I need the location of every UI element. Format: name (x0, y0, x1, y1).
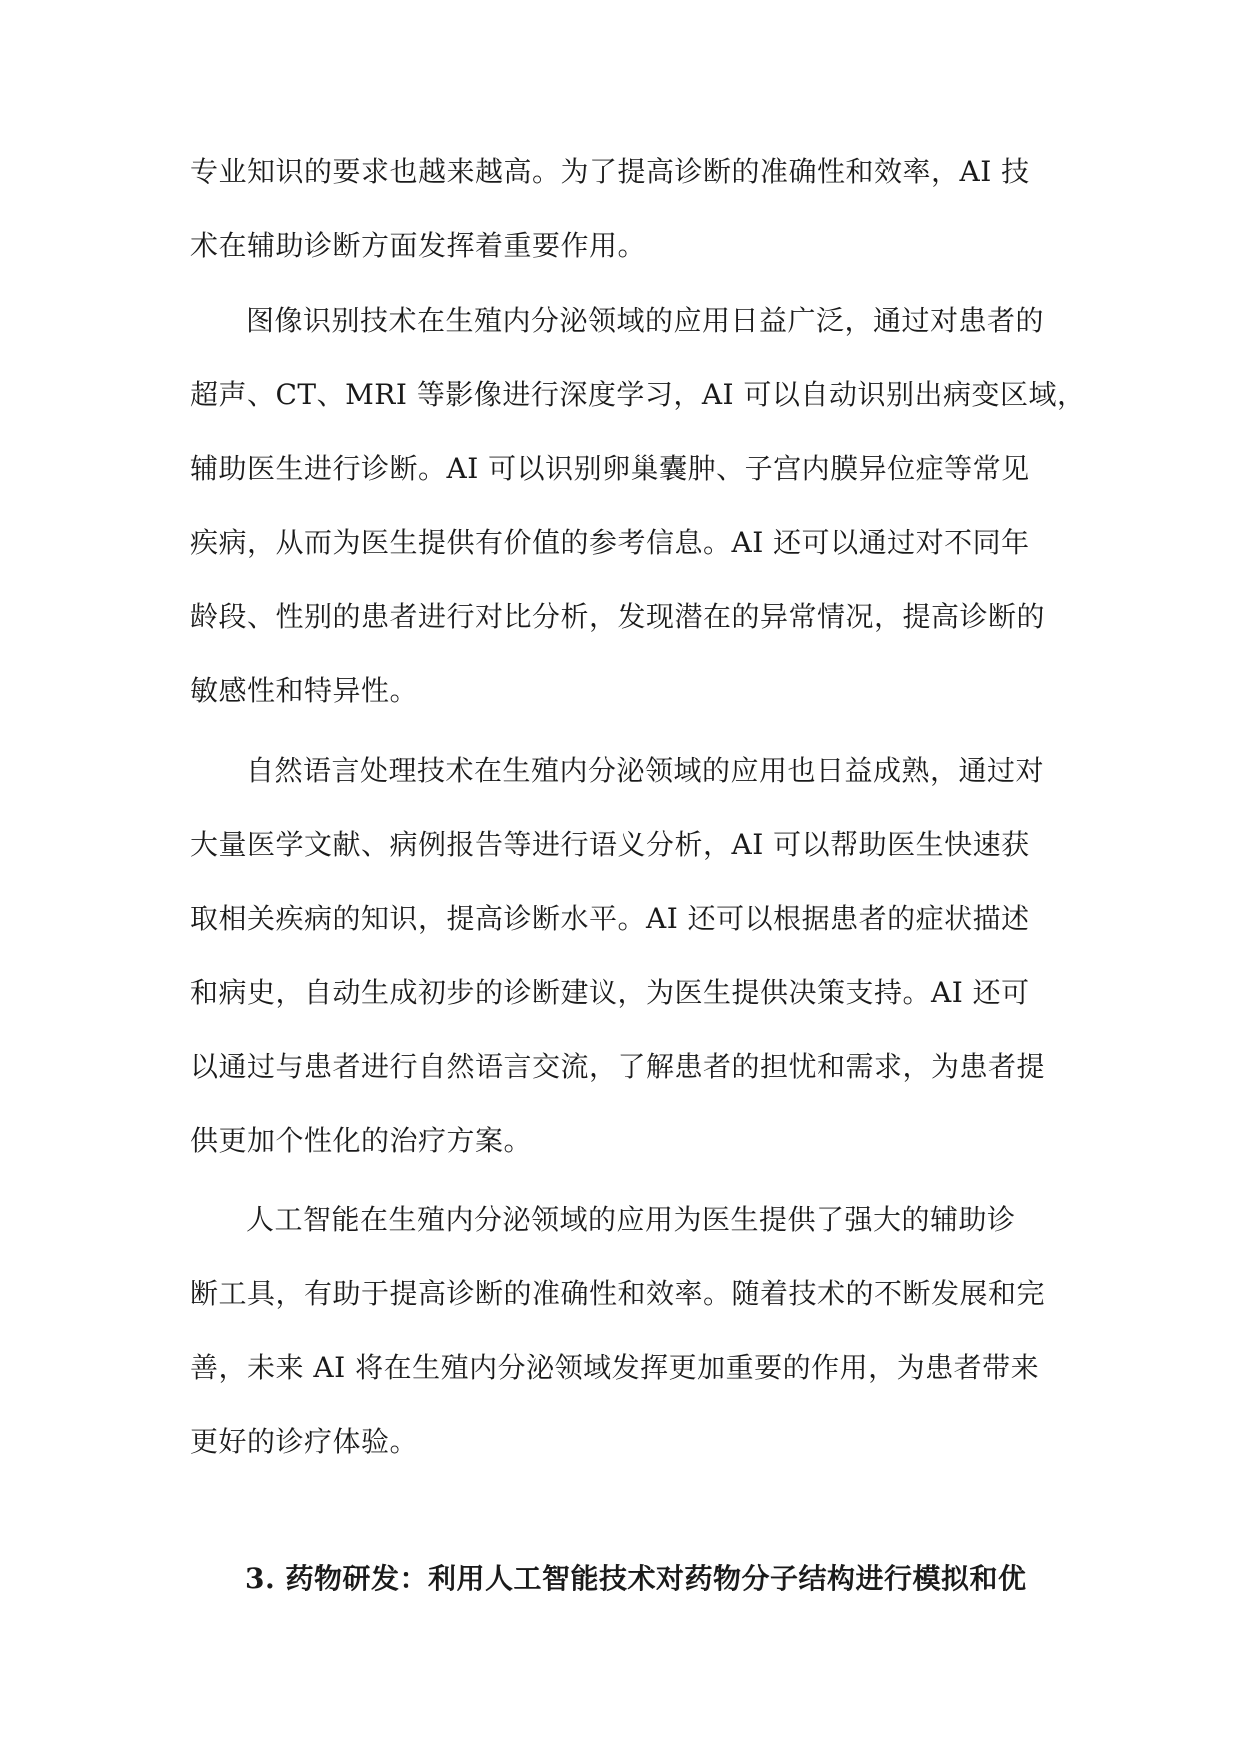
text-line: 专业知识的要求也越来越高。为了提高诊断的准确性和效率，AI 技 (190, 155, 1030, 188)
paragraph-nlp (190, 734, 1050, 1178)
text-line: 自然语言处理技术在生殖内分泌领域的应用也日益成熟，通过对 (246, 754, 1045, 787)
text-line: 断工具，有助于提高诊断的准确性和效率。随着技术的不断发展和完 (190, 1277, 1046, 1310)
text-line: 大量医学文献、病例报告等进行语义分析，AI 可以帮助医生快速获 (190, 828, 1030, 861)
text-line: 敏感性和特异性。 (190, 674, 419, 707)
text-line: 龄段、性别的患者进行对比分析，发现潜在的异常情况，提高诊断的 (190, 600, 1046, 633)
text-line: 更好的诊疗体验。 (190, 1425, 419, 1458)
paragraph-conclusion (190, 1183, 1050, 1479)
paragraph-image-recognition (190, 284, 1086, 728)
text-line: 术在辅助诊断方面发挥着重要作用。 (190, 229, 647, 262)
section-heading-drug-development: 3. 药物研发：利用人工智能技术对药物分子结构进行模拟和优 (245, 1562, 1027, 1595)
text-line: 超声、CT、MRI 等影像进行深度学习，AI 可以自动识别出病变区域， (190, 378, 1086, 411)
text-line: 人工智能在生殖内分泌领域的应用为医生提供了强大的辅助诊 (246, 1203, 1016, 1236)
text-line: 取相关疾病的知识，提高诊断水平。AI 还可以根据患者的症状描述 (190, 902, 1030, 935)
text-line: 疾病，从而为医生提供有价值的参考信息。AI 还可以通过对不同年 (190, 526, 1030, 559)
text-line: 图像识别技术在生殖内分泌领域的应用日益广泛，通过对患者的 (246, 304, 1045, 337)
paragraph-ai-diagnosis-intro (190, 135, 1050, 283)
text-line: 善，未来 AI 将在生殖内分泌领域发挥更加重要的作用，为患者带来 (190, 1351, 1040, 1384)
text-line: 辅助医生进行诊断。AI 可以识别卵巢囊肿、子宫内膜异位症等常见 (190, 452, 1030, 485)
text-line: 以通过与患者进行自然语言交流，了解患者的担忧和需求，为患者提 (190, 1050, 1046, 1083)
text-line: 供更加个性化的治疗方案。 (190, 1124, 533, 1157)
text-line: 和病史，自动生成初步的诊断建议，为医生提供决策支持。AI 还可 (190, 976, 1030, 1009)
